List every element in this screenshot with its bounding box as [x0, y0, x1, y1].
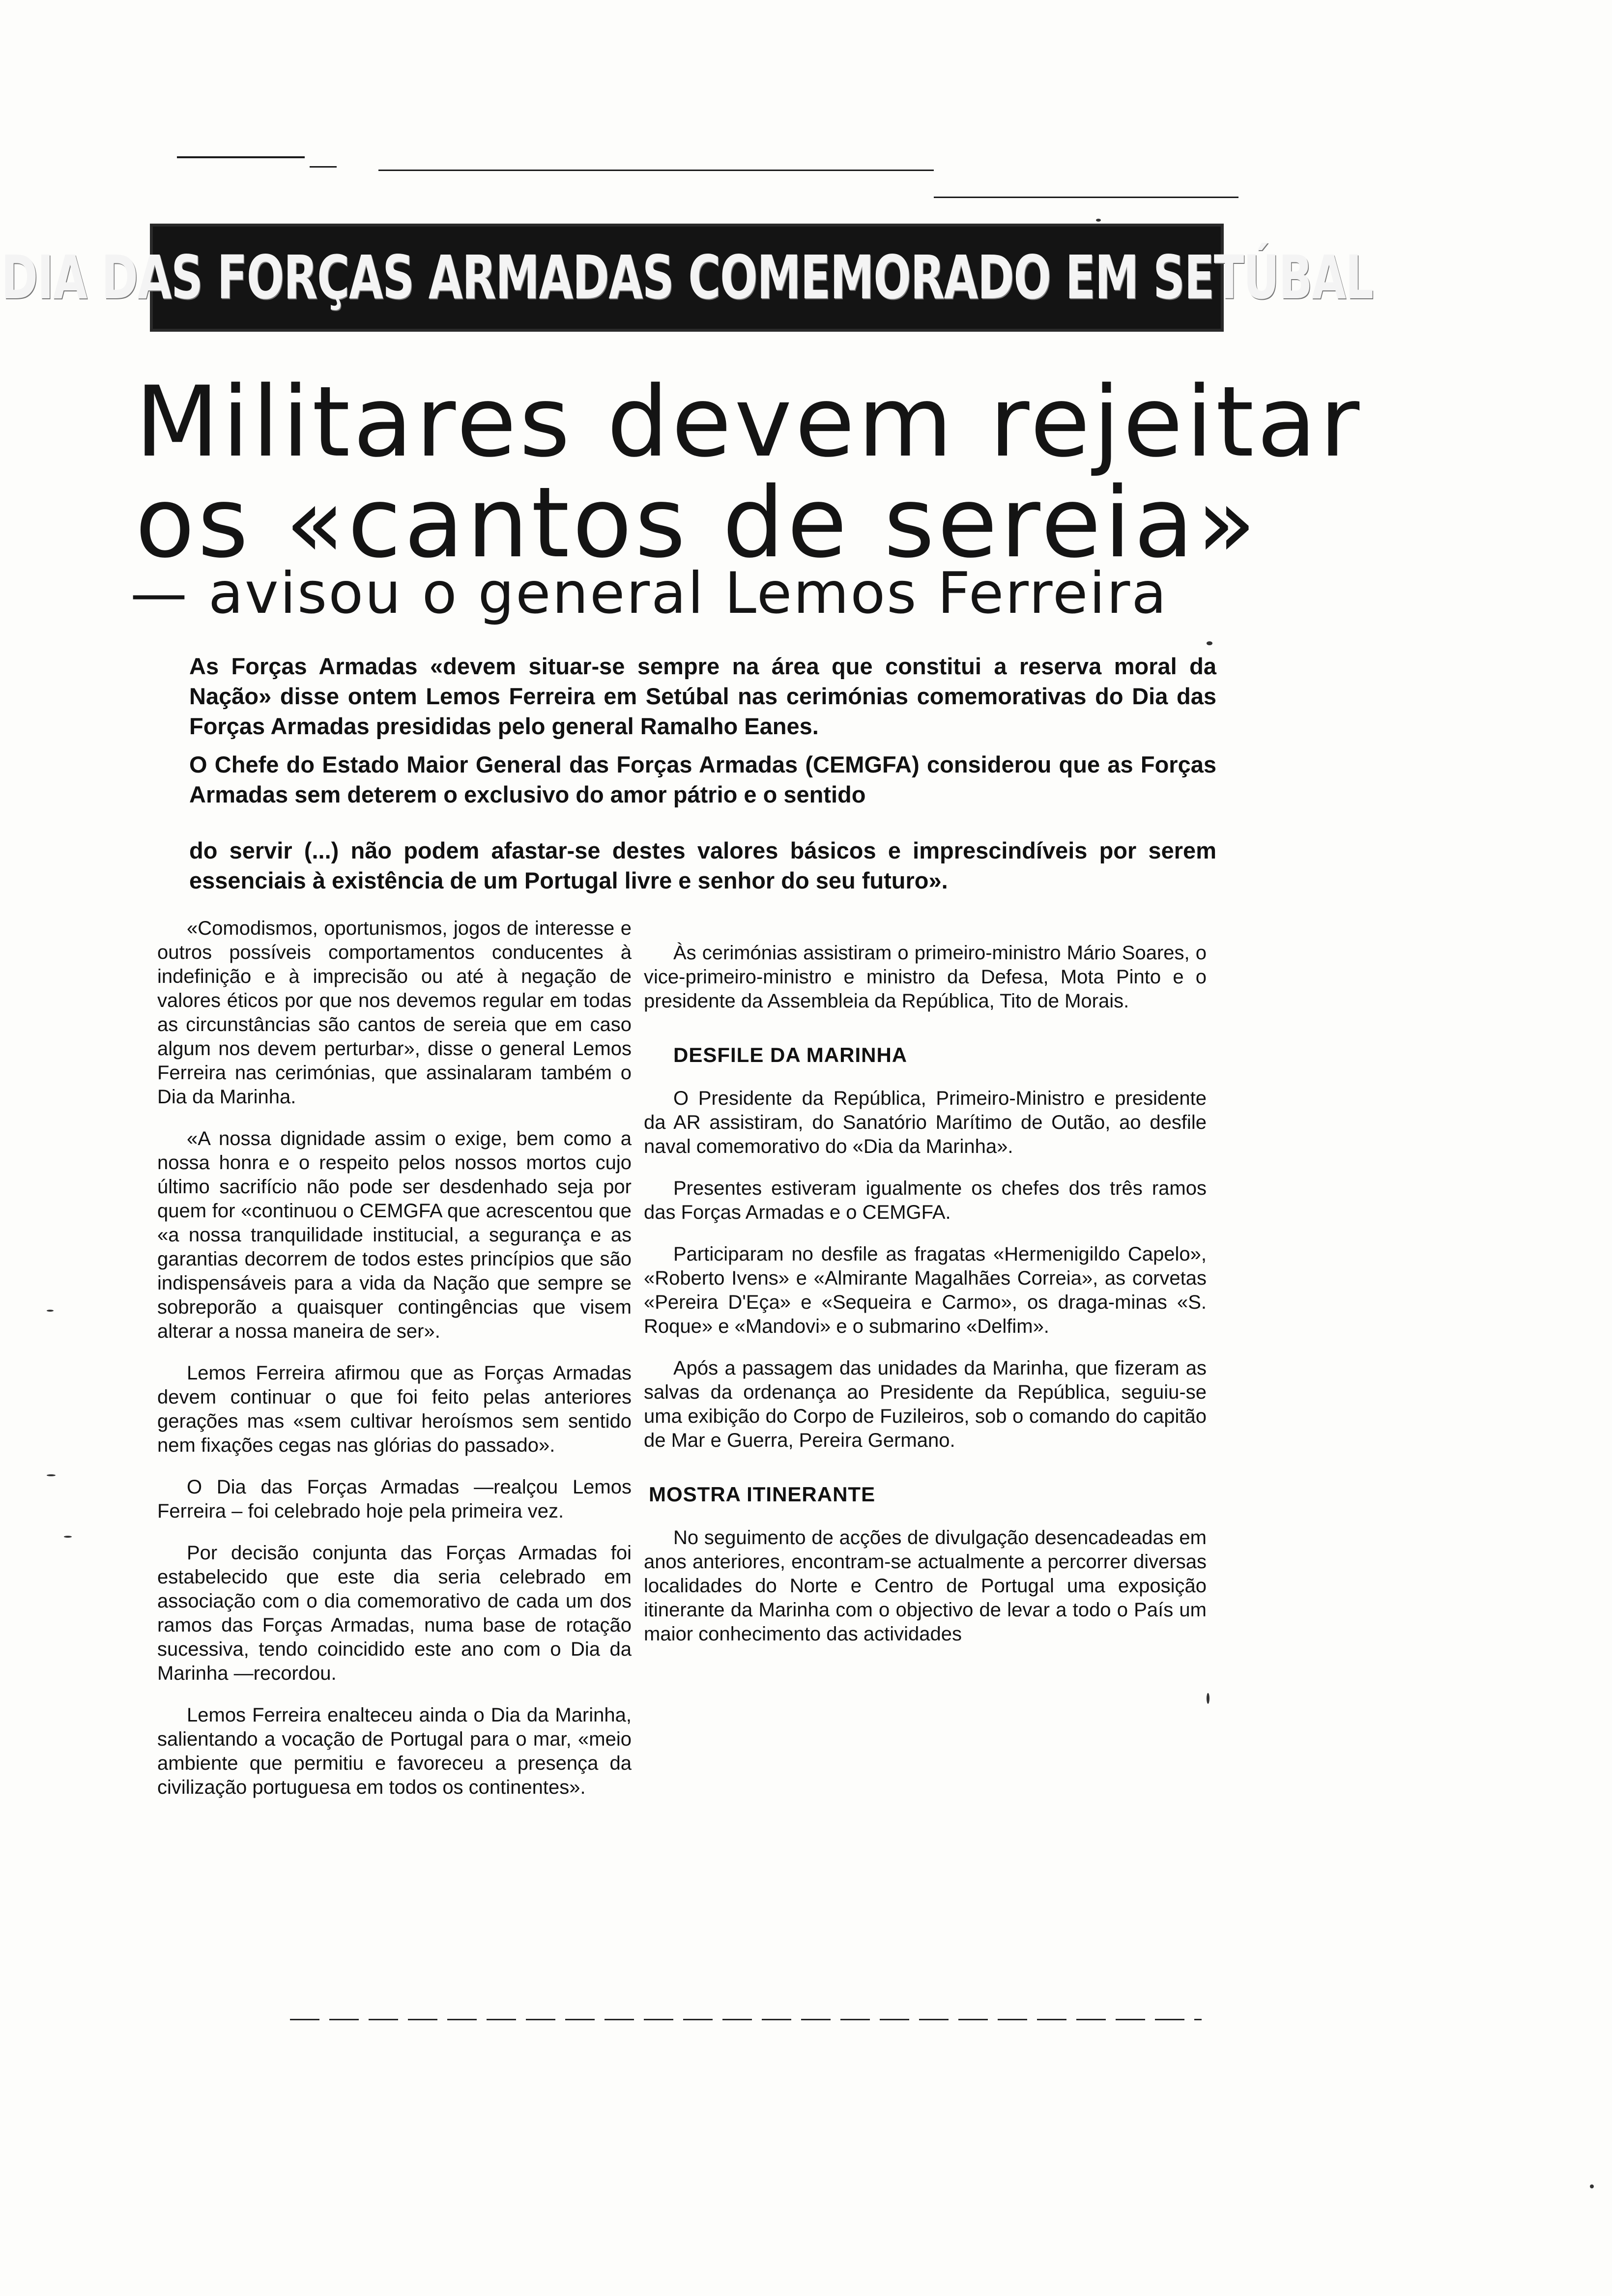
top-rule-right	[934, 197, 1238, 198]
headline-line-1: Militares devem rejeitar	[135, 365, 1363, 479]
right-column	[644, 941, 1207, 1664]
top-rule-short	[177, 156, 305, 158]
left-paragraph-6: Lemos Ferreira enalteceu ainda o Dia da Marinha, salientando a vocação de Portugal para o mar, «meio ambiente que permitiu e favoreceu a presença da civilização portuguesa em todos os continentes».	[157, 1704, 632, 1798]
scan-speck	[47, 1310, 54, 1312]
top-rule-long	[378, 170, 934, 171]
headline-subtitle: — avisou o general Lemos Ferreira	[130, 560, 1168, 627]
left-paragraph-2: «A nossa dignidade assim o exige, bem como a nossa honra e o respeito pelos nossos mortos cujo último sacrifício não pode ser desdenhado seja por quem for «continuou o CEMGFA que acrescentou que «a nossa tranquilidade institucial, a segurança e as garantias decorrem de todos estes princípios que são indispensáveis para a vida da Nação que sempre se sobreporão a quaisquer contingências que visem alterar a nossa maneira de ser».	[157, 1128, 632, 1342]
intro-paragraph-1: As Forças Armadas «devem situar-se sempre na área que constitui a reserva moral da Nação» disse ontem Lemos Ferreira em Setúbal nas cerimónias comemorativas do Dia das Forças Armadas presididas pelo general Ramalho Eanes.	[189, 653, 1216, 739]
left-paragraph-5: Por decisão conjunta das Forças Armadas foi estabelecido que este dia seria celebrado em associação com o dia comemorativo de cada um dos ramos das Forças Armadas, numa base de rotação sucessiva, tendo coincidido este ano com o Dia da Marinha —recordou.	[157, 1542, 632, 1684]
scan-speck	[47, 1474, 56, 1476]
top-rule-mid	[310, 166, 337, 168]
right-paragraph-4: Participaram no desfile as fragatas «Hermenigildo Capelo», «Roberto Ivens» e «Almirante Magalhães Correia», as corvetas «Pereira D'Eça» e «Sequeira e Carmo», os draga-minas «S. Roque» e «Mandovi» e o submarino «Delfim».	[644, 1243, 1207, 1337]
right-paragraph-1: Às cerimónias assistiram o primeiro-ministro Mário Soares, o vice-primeiro-ministro e ministro da Defesa, Mota Pinto e o presidente da Assembleia da República, Tito de Morais.	[644, 942, 1207, 1012]
scan-speck	[1590, 2184, 1594, 2188]
right-paragraph-3: Presentes estiveram igualmente os chefes dos três ramos das Forças Armadas e o CEMGFA.	[644, 1177, 1207, 1223]
scan-speck	[64, 1536, 72, 1538]
intro-paragraph-2: O Chefe do Estado Maior General das Forças Armadas (CEMGFA) considerou que as Forças Armadas sem deterem o exclusivo do amor pátrio e o sentido	[189, 751, 1216, 807]
right-paragraph-6: No seguimento de acções de divulgação desencadeadas em anos anteriores, encontram-se actualmente a percorrer diversas localidades do Norte e Centro de Portugal uma exposição itinerante da Marinha com o objectivo de levar a todo o País um maior conhecimento das actividades	[644, 1527, 1207, 1645]
scan-speck	[1096, 219, 1101, 222]
bottom-dashed-rule	[290, 2019, 1202, 2020]
left-column	[157, 917, 632, 1817]
right-paragraph-5: Após a passagem das unidades da Marinha, que fizeram as salvas da ordenança ao Presidente da República, seguiu-se uma exibição do Corpo de Fuzileiros, sob o comando do capitão de Mar e Guerra, Pereira Germano.	[644, 1357, 1207, 1451]
scan-speck	[1207, 1693, 1209, 1704]
left-paragraph-3: Lemos Ferreira afirmou que as Forças Armadas devem continuar o que foi feito pelas anteriores gerações mas «sem cultivar heroísmos sem sentido nem fixações cegas nas glórias do passado».	[157, 1362, 632, 1456]
left-paragraph-1: «Comodismos, oportunismos, jogos de interesse e outros possíveis comportamentos conducentes à indefinição e à imprecisão ou até à negação de valores éticos por que nos devemos regular em todas as circunstâncias são cantos de sereia que em caso algum nos devem perturbar», disse o general Lemos Ferreira nas cerimónias, que assinalaram também o Dia da Marinha.	[157, 918, 632, 1108]
left-paragraph-4: O Dia das Forças Armadas —realçou Lemos Ferreira – foi celebrado hoje pela primeira vez.	[157, 1476, 632, 1522]
scan-speck	[1207, 641, 1212, 645]
subhead-mostra-itinerante: MOSTRA ITINERANTE	[649, 1483, 876, 1506]
banner-title: DIA DAS FORÇAS ARMADAS COMEMORADO EM SETÚBAL	[0, 243, 1373, 313]
subhead-desfile-da-marinha: DESFILE DA MARINHA	[673, 1043, 908, 1066]
right-paragraph-2: O Presidente da República, Primeiro-Ministro e presidente da AR assistiram, do Sanatório Marítimo de Outão, ao desfile naval comemorativo do «Dia da Marinha».	[644, 1088, 1207, 1157]
intro-paragraph-3: do servir (...) não podem afastar-se destes valores básicos e imprescindíveis por serem essenciais à existência de um Portugal livre e senhor do seu futuro».	[189, 837, 1216, 893]
section-banner	[0, 224, 1373, 332]
headline-line-2: os «cantos de sereia»	[135, 466, 1259, 579]
